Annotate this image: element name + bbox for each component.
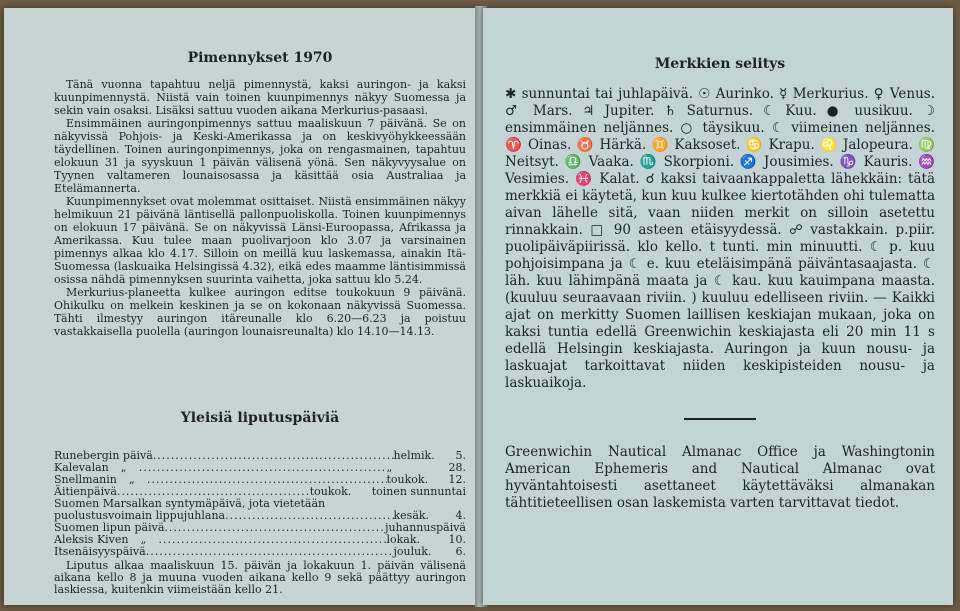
- eclipses-paragraph: Kuunpimennykset ovat molemmat osittaiset. Niistä ensimmäinen näkyy helmikuun 21 päivänä läntisellä pallonpuoliskolla. Toinen kuunpimennys on elokuun 17 päivänä. Se on näkyvissä Länsi-Euroopassa, Afrikassa ja Amerikassa. Kuu tulee maan puolivarjoon klo 3.07 ja varsinainen pimennys alkaa klo 4.17. Silloin on meillä kuu laskemassa, ainakin Itä-Suomessa (laskuaika Helsingissä 4.32), eikä edes maamme läntisimmissä osissa nähdä pimennyksen suurinta vaihetta, joka sattuu klo 5.24.: [54, 195, 466, 286]
- right-page-content: [505, 56, 935, 526]
- flag-day-row: [54, 450, 466, 462]
- flag-day-name: Suomen Marsalkan syntymäpäivä, jota vietetään: [54, 497, 326, 510]
- eclipses-text: [54, 78, 466, 338]
- flag-days-table: [54, 450, 466, 607]
- flag-day-name: Itsenäisyyspäivä: [54, 545, 146, 558]
- flag-day-name: Aleksis Kiven: [54, 533, 129, 546]
- flag-day-name: Runebergin päivä: [54, 449, 153, 462]
- flag-day-month: juhannuspäivä: [385, 521, 466, 534]
- flag-day-name: Suomen lipun päivä: [54, 521, 165, 534]
- leader-dots: [153, 450, 394, 462]
- ditto-mark: „: [128, 473, 135, 486]
- flag-day-name: puolustusvoimain lippujuhlana: [54, 509, 226, 522]
- leader-dots: [146, 546, 394, 558]
- flag-days-note: Liputus alkaa maaliskuun 15. päivän ja lokakuun 1. päivän välisenä aikana kello 8 ja muuna vuoden aikana kello 9 sekä päättyy auringon laskiessa, kuitenkin viimeistään kello 21.: [54, 559, 466, 596]
- flag-day-month: toukok.: [386, 473, 429, 486]
- ditto-mark: „: [140, 533, 147, 546]
- flag-day-month: toukok.: [309, 485, 352, 498]
- legend-title: Merkkien selitys: [654, 56, 786, 72]
- eclipses-paragraph: Merkurius-planeetta kulkee auringon editse toukokuun 9 päivänä. Ohikulku on melkein keskinen ja se on kokonaan näkyvissä Suomessa. Tähti ilmestyy auringon itäreunalle klo 6.20—6.23 ja poistuu vastakkaisella puolella (auringon lounaisreunalta) klo 14.10—14.13.: [54, 286, 466, 338]
- flag-day-date: 5.: [455, 449, 466, 462]
- flag-day-month: jouluk.: [393, 545, 432, 558]
- leader-dots: [225, 510, 393, 522]
- eclipses-title: Pimennykset 1970: [187, 50, 333, 66]
- leader-dots: [139, 462, 387, 474]
- left-page: [4, 8, 478, 605]
- ditto-mark: „: [120, 461, 127, 474]
- flag-days-title: Yleisiä liputuspäiviä: [180, 410, 340, 426]
- divider-rule: [684, 418, 756, 420]
- symbol-legend-text: ✱ sunnuntai tai juhlapäivä. ☉ Aurinko. ☿ Merkurius. ♀ Venus. ♂ Mars. ♃ Jupiter. ♄ Saturnus. ☾ Kuu. ● uusikuu. ☽ ensimmäinen neljännes. ○ täysikuu. ☾ viimeinen neljännes. ♈ Oinas. ♉ Härkä. ♊ Kaksoset. ♋ Krapu. ♌ Jalopeura. ♍ Neitsyt. ♎ Vaaka. ♏ Skorpioni. ♐ Jousimies. ♑ Kauris. ♒ Vesimies. ♓ Kalat. ☌ kaksi taivaankappaletta lähekkäin: tätä merkkiä ei käytetä, kun kuu kulkee kiertotähden ohi tulematta aivan lähelle sitä, vaan niiden merkit on silloin asetettu rinnakkain. □ 90 asteen etäisyydessä. ☍ vastakkain. p.piir. puolipäiväpiirissä. klo kello. t tunti. min minuutti. ☾ p. kuu pohjoisimpana ja ☾ e. kuu eteläisimpänä päiväntasaajasta. ☾ läh. kuu lähimpänä maata ja ☾ kau. kuu kauimpana maasta. (kuuluu seuraavaan riviin. ) kuuluu edelliseen riviin. — Kaikki ajat on merkitty Suomen laillisen keskiajan mukaan, joka on kaksi tuntia edellä Greenwichin keskiajasta eli 20 min 11 s edellä Helsingin keskiajasta. Auringon ja kuun nousu- ja laskuajat tarkoittavat niiden keskipisteiden nousu- ja laskuaikoja.: [505, 86, 935, 391]
- right-page: [483, 8, 953, 605]
- credits-text: Greenwichin Nautical Almanac Office ja Washingtonin American Ephemeris and Nautical Almanac ovat hyväntahtoisesti asettaneet käytettäväksi almanakan tähtitieteellisen osan laskemista varten tarvittavat tiedot.: [505, 444, 935, 511]
- flag-day-name: Kalevalan: [54, 461, 109, 474]
- leader-dots: [164, 522, 385, 534]
- eclipses-paragraph: Tänä vuonna tapahtuu neljä pimennystä, kaksi auringon- ja kaksi kuunpimennystä. Niistä vain toinen kuunpimennys näkyy Suomessa ja sekin vain osaksi. Lisäksi sattuu vuoden aikana Merkurius-pasaasi.: [54, 78, 466, 117]
- flag-day-name: Snellmanin: [54, 473, 117, 486]
- eclipses-paragraph: Ensimmäinen auringonpimennys sattuu maaliskuun 7 päivänä. Se on näkyvissä Pohjois- ja Keski-Amerikassa ja on keskivyöhykkeessään täydellinen. Toinen auringonpimennys, joka on rengasmainen, tapahtuu elokuun 31 ja syyskuun 1 päivän välisenä yönä. Sen näkyvyysalue on Tyynen valtameren lounaisosassa ja käsittää osia Australiaa ja Etelämannerta.: [54, 117, 466, 195]
- flag-day-date: 6.: [455, 545, 466, 558]
- left-page-content: [54, 22, 466, 596]
- flag-day-date: 10.: [448, 533, 466, 546]
- flag-day-month: „: [386, 461, 393, 474]
- leader-dots: [159, 534, 387, 546]
- flag-day-date: 28.: [448, 461, 466, 474]
- flag-day-date: 12.: [448, 473, 466, 486]
- flag-day-month: kesäk.: [393, 509, 430, 522]
- flag-day-name: Äitienpäivä: [54, 485, 117, 498]
- flag-day-month: helmik.: [393, 449, 435, 462]
- flag-day-date: toinen sunnuntai: [371, 485, 466, 498]
- flag-day-date: 4.: [455, 509, 466, 522]
- flag-day-row: [54, 546, 466, 558]
- flag-day-month: lokak.: [386, 533, 421, 546]
